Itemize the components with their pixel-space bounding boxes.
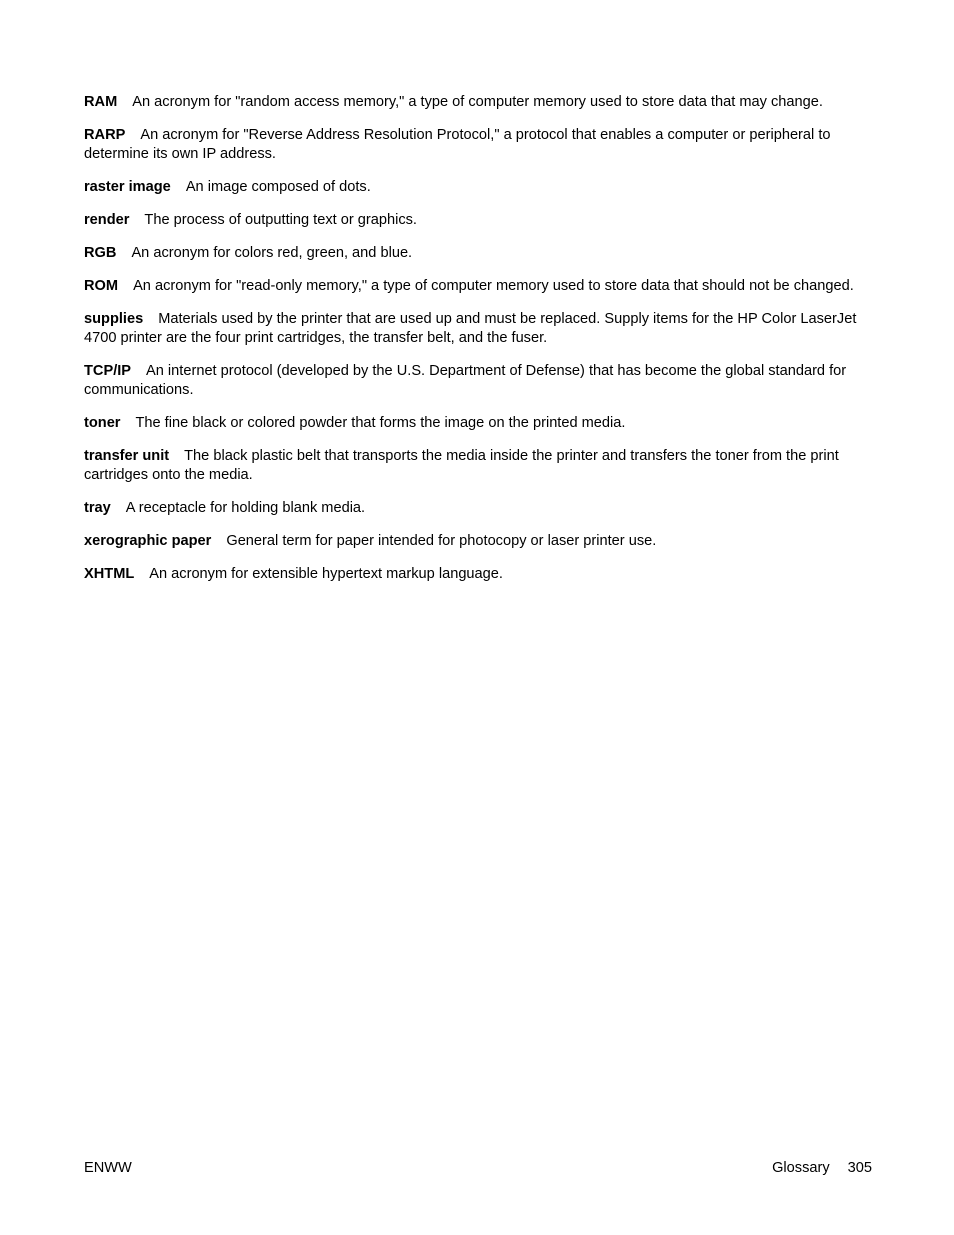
glossary-entry [84,362,870,400]
glossary-definition: Materials used by the printer that are used up and must be replaced. Supply items for the HP Color LaserJet 4700 printer are the four print cartridges, the transfer belt, and the fuser. [84,311,857,346]
glossary-entry [84,532,870,551]
glossary-entry [84,211,870,230]
glossary-term: render [84,212,130,228]
glossary-entry [84,447,870,485]
glossary-term: TCP/IP [84,363,132,379]
footer-left-label: ENWW [84,1160,132,1176]
glossary-entry [84,244,870,263]
glossary-definition: An acronym for extensible hypertext markup language. [149,566,503,582]
footer-right [772,1159,872,1178]
glossary-definition: The process of outputting text or graphics. [144,212,417,228]
glossary-entry [84,565,870,584]
glossary-term: xerographic paper [84,533,212,549]
glossary-definition: An acronym for "random access memory," a type of computer memory used to store data that may change. [132,94,823,110]
glossary-term: RARP [84,127,126,143]
glossary-entry [84,310,870,348]
glossary-definition: The black plastic belt that transports the media inside the printer and transfers the toner from the print cartridges onto the media. [84,448,839,483]
glossary-term: RAM [84,94,118,110]
glossary-term: tray [84,500,111,516]
page-number: 305 [847,1160,872,1176]
glossary-definition: The fine black or colored powder that forms the image on the printed media. [135,415,626,431]
glossary-term: ROM [84,278,119,294]
glossary-term: RGB [84,245,117,261]
glossary-definition: An internet protocol (developed by the U.S. Department of Defense) that has become the global standard for communications. [84,363,847,398]
glossary-term: toner [84,415,121,431]
glossary-entry [84,93,870,112]
glossary-definition: An acronym for "Reverse Address Resolution Protocol," a protocol that enables a computer or peripheral to determine its own IP address. [84,127,831,162]
glossary-entry [84,414,870,433]
glossary-entry [84,178,870,197]
glossary-entry [84,499,870,518]
glossary-definition: A receptacle for holding blank media. [125,500,366,516]
glossary-entry [84,277,870,296]
glossary-definition: An acronym for "read-only memory," a type of computer memory used to store data that should not be changed. [133,278,854,294]
glossary-entry [84,126,870,164]
glossary-term: raster image [84,179,171,195]
glossary-term: supplies [84,311,144,327]
glossary-list [84,93,870,598]
glossary-term: transfer unit [84,448,170,464]
glossary-definition: An image composed of dots. [185,179,371,195]
glossary-term: XHTML [84,566,135,582]
glossary-definition: General term for paper intended for photocopy or laser printer use. [226,533,657,549]
glossary-definition: An acronym for colors red, green, and blue. [131,245,413,261]
footer-section-name: Glossary [772,1160,830,1176]
